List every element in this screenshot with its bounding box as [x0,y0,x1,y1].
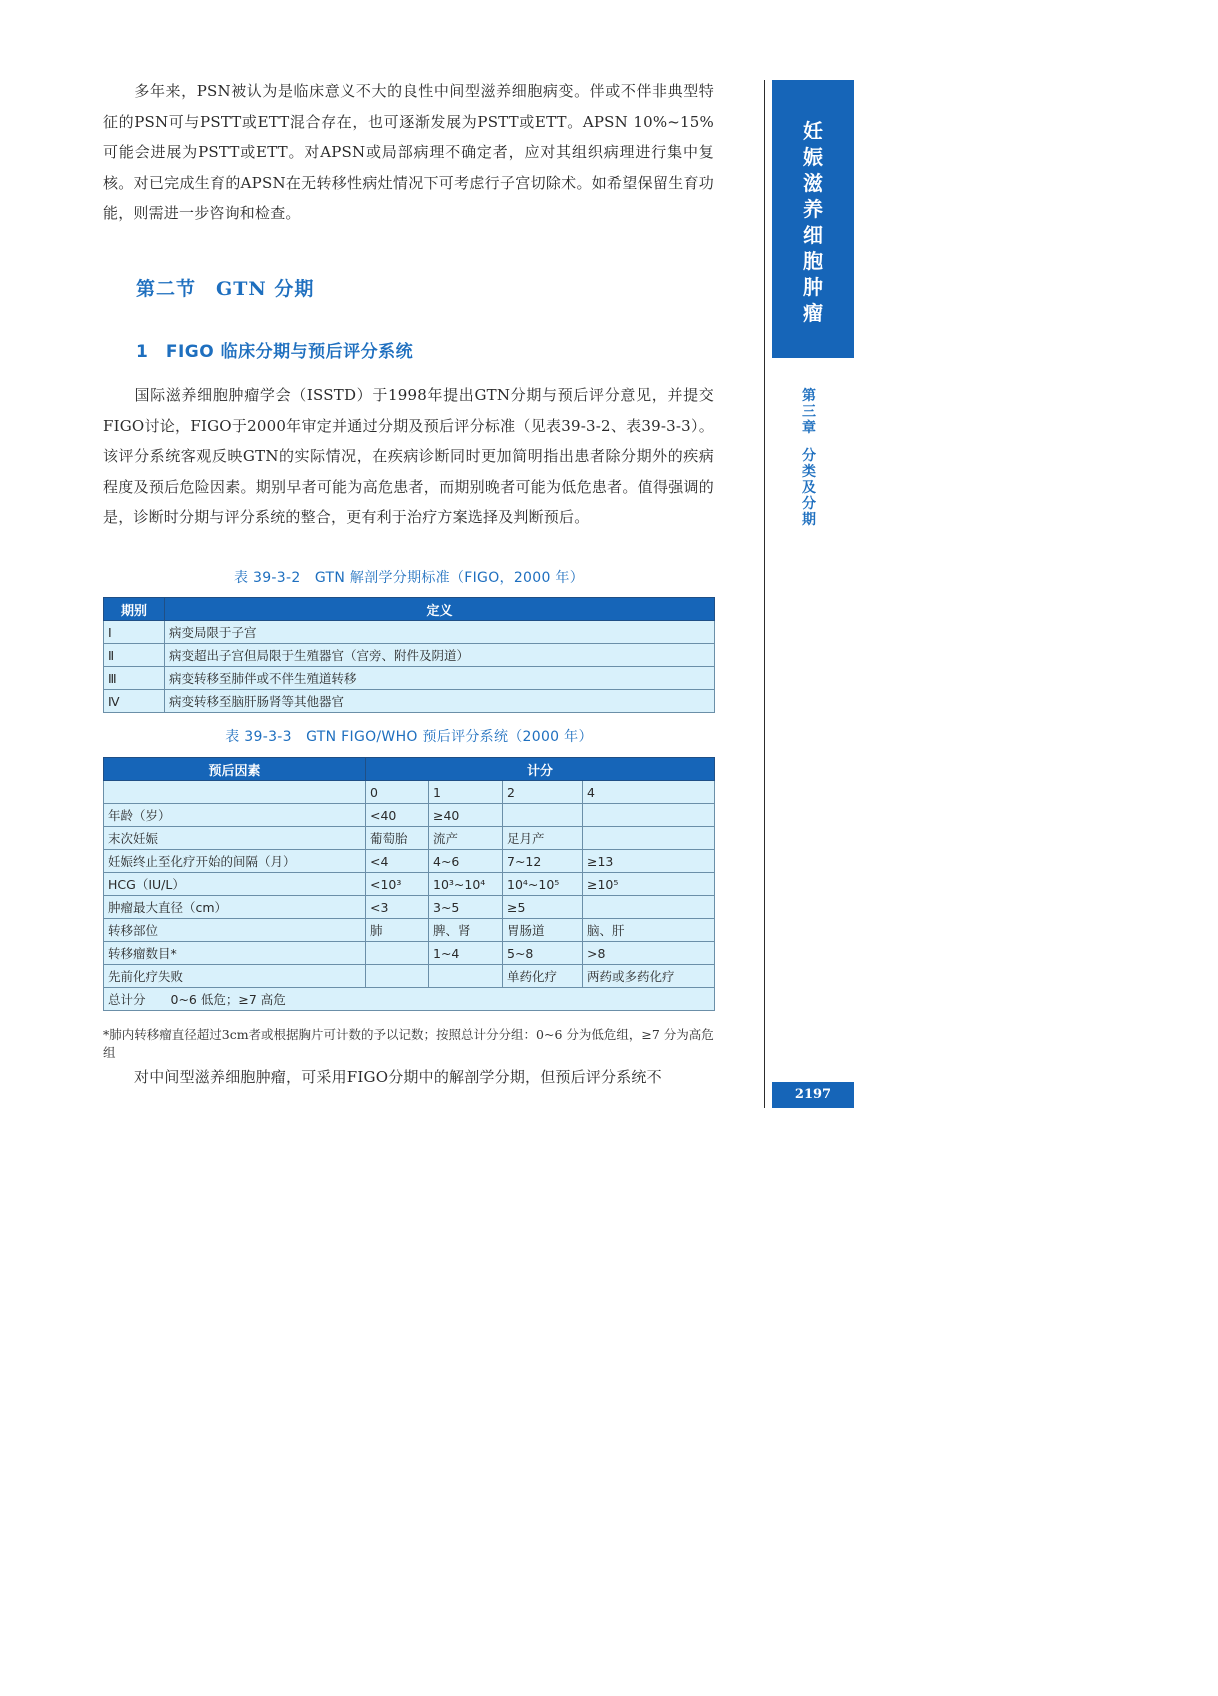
value-cell: <4 [366,850,429,873]
factor-cell: 妊娠终止至化疗开始的间隔（月） [104,850,366,873]
header-score: 计分 [366,758,715,781]
header-stage: 期别 [104,598,165,621]
table-row [104,919,715,942]
factor-cell: 转移部位 [104,919,366,942]
score-col: 1 [429,781,503,804]
factor-cell: HCG（IU/L） [104,873,366,896]
value-cell: 葡萄胎 [366,827,429,850]
value-cell: ≥13 [583,850,715,873]
table-row [104,667,715,690]
value-cell: 1~4 [429,942,503,965]
value-cell [429,965,503,988]
score-column-row [104,781,715,804]
value-cell [366,942,429,965]
value-cell: <10³ [366,873,429,896]
table-header-row [104,598,715,621]
stage-cell: Ⅰ [104,621,165,644]
value-cell: <40 [366,804,429,827]
stage-cell: Ⅳ [104,690,165,713]
definition-cell: 病变转移至脑肝肠肾等其他器官 [165,690,715,713]
value-cell: 4~6 [429,850,503,873]
factor-cell: 年龄（岁） [104,804,366,827]
value-cell: 10³~10⁴ [429,873,503,896]
total-cell: 总计分 0~6 低危；≥7 高危 [104,988,715,1011]
prognostic-score-table [103,757,715,1011]
value-cell: <3 [366,896,429,919]
definition-cell: 病变转移至肺伴或不伴生殖道转移 [165,667,715,690]
paragraph-intermediate-text: 对中间型滋养细胞肿瘤，可采用FIGO分期中的解剖学分期，但预后评分系统不 [134,1068,662,1086]
factor-cell: 先前化疗失败 [104,965,366,988]
table-row [104,804,715,827]
value-cell: ≥5 [503,896,583,919]
paragraph-isstd [103,380,714,533]
table-row [104,873,715,896]
sidebar-chapter: 第 三 章 分 类 及 分 期 [802,388,816,528]
table-row [104,621,715,644]
sidebar-title-block [772,80,854,358]
value-cell: 脾、肾 [429,919,503,942]
empty-cell [104,781,366,804]
stage-cell: Ⅲ [104,667,165,690]
paragraph-intermediate [103,1062,714,1093]
sidebar-title: 妊 娠 滋 养 细 胞 肿 瘤 [803,119,823,325]
header-definition: 定义 [165,598,715,621]
section-title: 第二节 GTN 分期 [136,278,315,300]
value-cell: 脑、肝 [583,919,715,942]
total-row [104,988,715,1011]
table-footnote: *肺内转移瘤直径超过3cm者或根据胸片可计数的予以记数；按照总计分分组：0~6 分为低危组，≥7 分为高危组 [103,1027,714,1060]
table1-caption: 表 39-3-2 GTN 解剖学分期标准（FIGO，2000 年） [233,570,585,586]
definition-cell: 病变局限于子宫 [165,621,715,644]
table-row [104,942,715,965]
table-row [104,896,715,919]
subsection-title: 1 FIGO 临床分期与预后评分系统 [136,342,414,362]
score-col: 2 [503,781,583,804]
factor-cell: 转移瘤数目* [104,942,366,965]
sidebar-divider [764,80,765,1108]
value-cell: 胃肠道 [503,919,583,942]
table-row [104,644,715,667]
table-row [104,827,715,850]
value-cell [583,827,715,850]
factor-cell: 末次妊娠 [104,827,366,850]
value-cell: 单药化疗 [503,965,583,988]
header-factor: 预后因素 [104,758,366,781]
table-row [104,965,715,988]
value-cell: >8 [583,942,715,965]
value-cell: ≥40 [429,804,503,827]
value-cell: 10⁴~10⁵ [503,873,583,896]
factor-cell: 肿瘤最大直径（cm） [104,896,366,919]
table-row [104,690,715,713]
value-cell: 3~5 [429,896,503,919]
value-cell: 5~8 [503,942,583,965]
value-cell: 足月产 [503,827,583,850]
value-cell [583,896,715,919]
value-cell: 7~12 [503,850,583,873]
value-cell: 流产 [429,827,503,850]
staging-table [103,597,715,713]
value-cell [503,804,583,827]
table2-caption: 表 39-3-3 GTN FIGO/WHO 预后评分系统（2000 年） [225,729,593,745]
value-cell [583,804,715,827]
score-col: 4 [583,781,715,804]
value-cell: 肺 [366,919,429,942]
table-row [104,850,715,873]
paragraph-psn-text: 多年来，PSN被认为是临床意义不大的良性中间型滋养细胞病变。伴或不伴非典型特征的PSN可与PSTT或ETT混合存在，也可逐渐发展为PSTT或ETT。APSN 10%~15%可能会进展为PSTT或ETT。对APSN或局部病理不确定者，应对其组织病理进行集中复核。对已完成生育的APSN在无转移性病灶情况下可考虑行子宫切除术。如希望保留生育功能，则需进一步咨询和检查。 [103,82,714,222]
definition-cell: 病变超出子宫但局限于生殖器官（宫旁、附件及阴道） [165,644,715,667]
paragraph-psn [103,76,714,229]
table-header-row [104,758,715,781]
score-col: 0 [366,781,429,804]
paragraph-isstd-text: 国际滋养细胞肿瘤学会（ISSTD）于1998年提出GTN分期与预后评分意见，并提交FIGO讨论，FIGO于2000年审定并通过分期及预后评分标准（见表39-3-2、表39-3-3）。该评分系统客观反映GTN的实际情况，在疾病诊断同时更加简明指出患者除分期外的疾病程度及预后危险因素。期别早者可能为高危患者，而期别晚者可能为低危患者。值得强调的是，诊断时分期与评分系统的整合，更有利于治疗方案选择及判断预后。 [103,386,714,526]
value-cell: 两药或多药化疗 [583,965,715,988]
stage-cell: Ⅱ [104,644,165,667]
value-cell [366,965,429,988]
page-number: 2197 [772,1082,854,1108]
value-cell: ≥10⁵ [583,873,715,896]
